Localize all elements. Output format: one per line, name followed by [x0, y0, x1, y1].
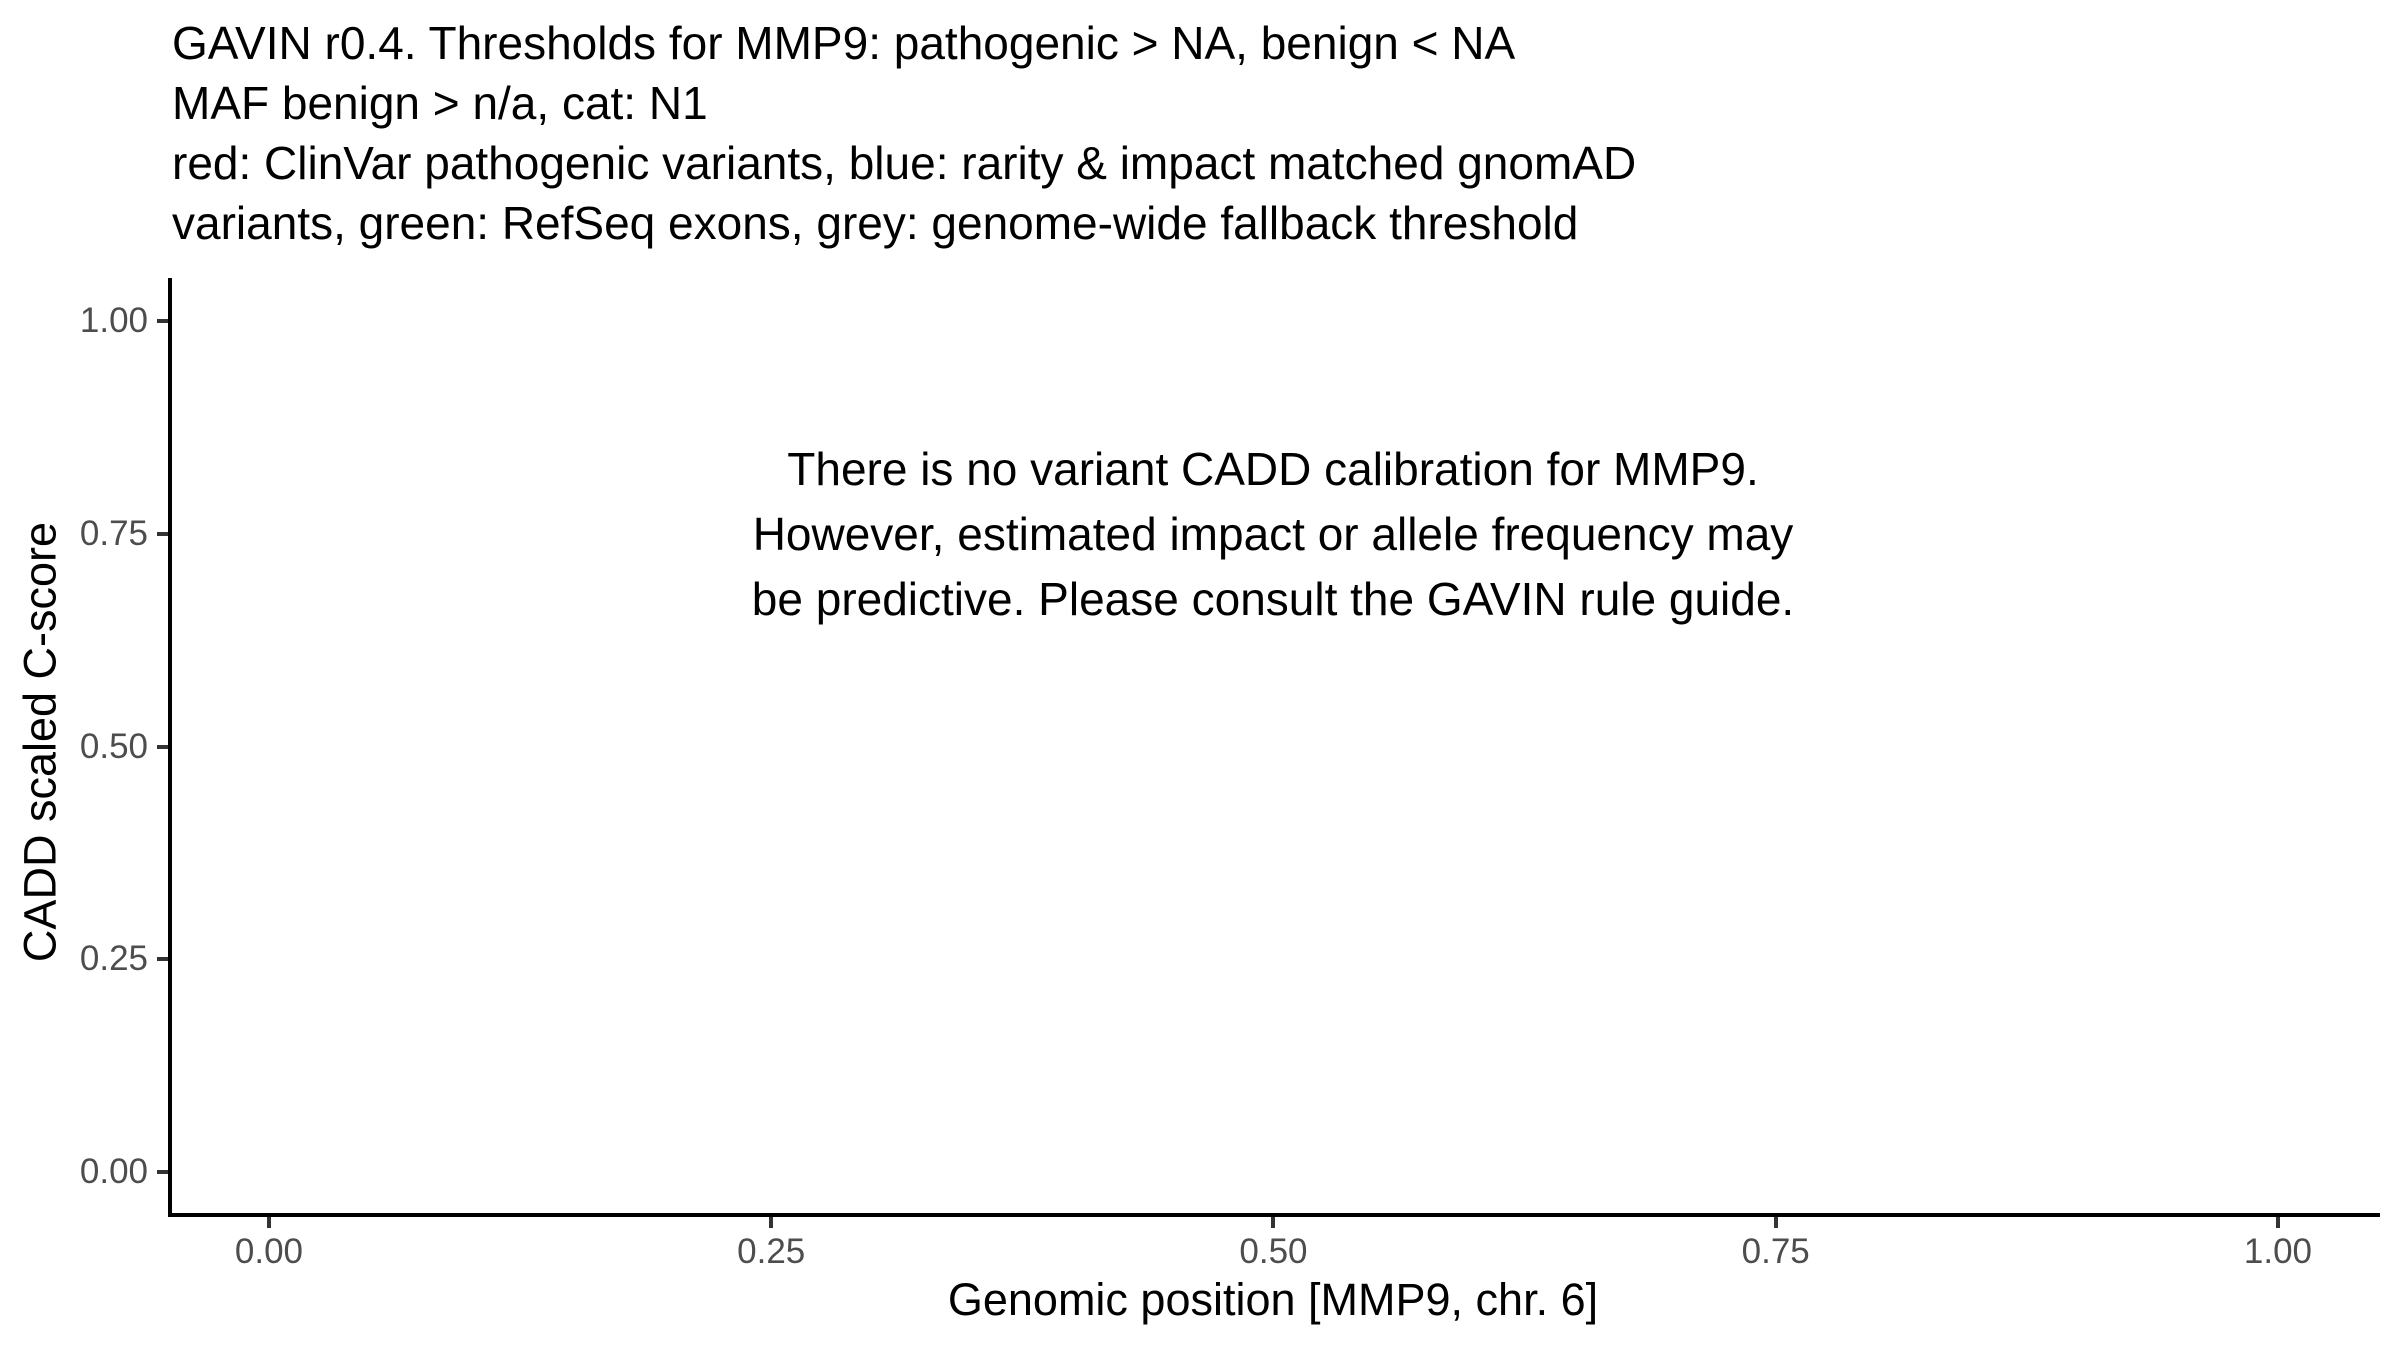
y-tick-label: 0.25 [79, 939, 148, 979]
annotation-line-1: There is no variant CADD calibration for MMP9. [787, 443, 1759, 495]
y-tick-mark [157, 957, 168, 961]
x-tick-label: 0.00 [234, 1232, 303, 1271]
y-tick-mark [157, 319, 168, 323]
x-axis-title: Genomic position [MMP9, chr. 6] [947, 1274, 1599, 1325]
y-tick-label: 0.75 [79, 513, 148, 553]
x-tick-mark [1271, 1217, 1275, 1228]
y-tick-label: 0.50 [79, 726, 148, 766]
annotation-line-2: However, estimated impact or allele frequency may [752, 508, 1794, 560]
chart-title-line-3: red: ClinVar pathogenic variants, blue: rarity & impact matched gnomAD [172, 137, 1637, 189]
annotation-line-3: be predictive. Please consult the GAVIN rule guide. [751, 573, 1795, 625]
plot-panel [172, 278, 2380, 1213]
x-tick-mark [267, 1217, 271, 1228]
y-axis-title: CADD scaled C-score [14, 521, 66, 963]
x-tick-label: 0.75 [1741, 1232, 1810, 1271]
y-tick-label: 1.00 [79, 300, 148, 340]
chart-title [172, 13, 2272, 253]
chart-title-line-1: GAVIN r0.4. Thresholds for MMP9: pathogenic > NA, benign < NA [172, 17, 1516, 69]
x-tick-label: 0.25 [737, 1232, 806, 1271]
y-axis-line [168, 278, 172, 1217]
x-tick-mark [769, 1217, 773, 1228]
chart-title-line-2: MAF benign > n/a, cat: N1 [172, 77, 708, 129]
x-tick-label: 1.00 [2243, 1232, 2312, 1271]
y-tick-mark [157, 745, 168, 749]
x-tick-mark [1774, 1217, 1778, 1228]
plot-annotation [273, 437, 2273, 632]
y-tick-mark [157, 1170, 168, 1174]
y-tick-mark [157, 532, 168, 536]
x-tick-mark [2276, 1217, 2280, 1228]
x-tick-label: 0.50 [1239, 1232, 1308, 1271]
y-tick-label: 0.00 [79, 1152, 148, 1192]
chart-title-line-4: variants, green: RefSeq exons, grey: genome-wide fallback threshold [172, 197, 1579, 249]
